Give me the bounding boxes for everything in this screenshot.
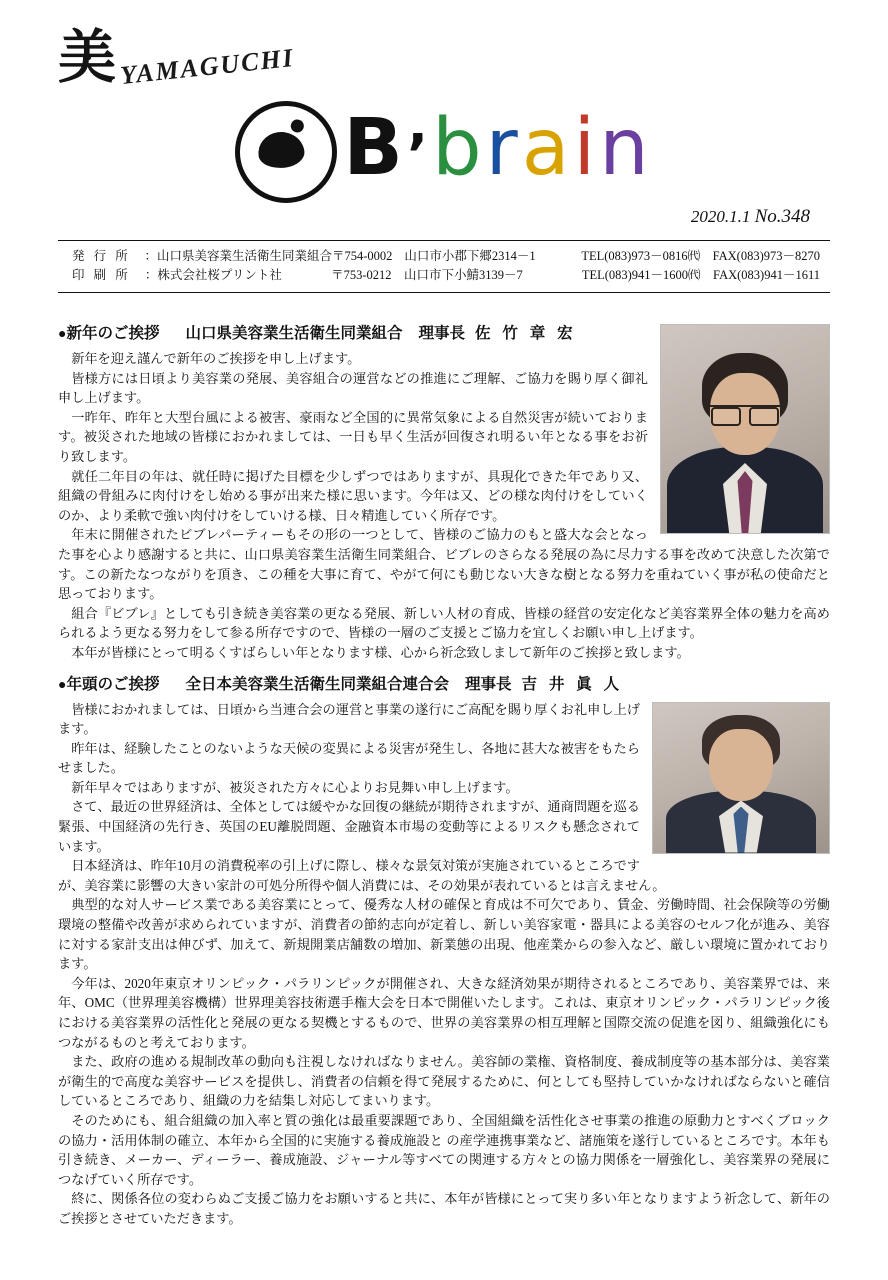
paragraph: 昨年は、経験したことのないような天候の変異による災害が発生し、各地に甚大な被害をもたらせました。 xyxy=(58,740,640,776)
article-person: 吉 井 眞 人 xyxy=(521,675,624,693)
paragraph: 一昨年、昨年と大型台風による被害、豪雨など全国的に異常気象による自然災害が続いております。被災された地域の皆様におかれましては、一日も早く生活が回復され明るい年となる事をお祈り致します。 xyxy=(58,409,648,464)
paragraph: 組合『ビブレ』としても引き続き美容業の更なる発展、新しい人材の育成、皆様の経営の安定化など美容業界全体の魅力を高められるよう更なる努力をして参る所存ですので、皆様の一層のご支援とご協力を宜しくお願い申し上げます。 xyxy=(58,605,830,641)
brand-letter-b: b xyxy=(432,103,486,193)
brand-wordmark xyxy=(343,100,652,204)
brand-letter-apostrophe: ’ xyxy=(406,123,433,188)
publisher-info xyxy=(58,240,830,293)
publisher-contact: TEL(083)973－0816㈹ FAX(083)973－8270 xyxy=(581,249,820,263)
paragraph: 典型的な対人サービス業である美容業にとって、優秀な人材の確保と育成は不可欠であり、賃金、労働時間、社会保険等の労働環境の整備や改善が求められていますが、消費者の節約志向が定着し、新しい美容家電・器具による美容のセルフ化が進み、美容に対する家計支出は伸びず、加えて、新規開業店舗数の増加、新業態の出現、他産業からの参入など、厳しい環境に置かれております。 xyxy=(58,897,830,972)
article-org: 全日本美容業生活衛生同業組合連合会 xyxy=(185,675,449,693)
brand-letter-i: i xyxy=(573,103,600,193)
logo-kanji: 美 xyxy=(58,23,115,91)
paragraph: 日本経済は、昨年10月の消費税率の引上げに際し、様々な景気対策が実施されているところですが、美容業に影響の大きい家計の可処分所得や個人消費には、その効果が表れているとは言えません。 xyxy=(58,858,666,893)
article-title: 年頭のご挨拶 xyxy=(66,675,160,693)
printer-zip: 〒753-0212 xyxy=(331,268,392,282)
printer-address: 山口市下小鯖3139－7 xyxy=(403,268,523,282)
printer-contact: TEL(083)941－1600㈹ FAX(083)941－1611 xyxy=(581,268,820,282)
publisher-row-printer xyxy=(72,266,820,285)
paragraph: 年末に開催されたビブレパーティーもその形の一つとして、皆様のご協力のもと盛大な会となった事を心より感謝すると共に、山口県美容業生活衛生同業組合、ビブレのさらなる発展の為に尽力する事を改めて決意した次第です。この新たなつながりを頂き、この種を大事に育て、やがて何にも動じない大きな樹となる努力を重ねていく事が私の使命だと思っております。 xyxy=(58,527,830,602)
brand-letter-n: n xyxy=(599,103,653,193)
article-person: 佐 竹 章 宏 xyxy=(475,325,577,342)
article-title: 新年のご挨拶 xyxy=(66,325,160,342)
paragraph: 就任二年目の年は、就任時に掲げた目標を少しずつではありますが、具現化できた年であり又、組織の骨組みに肉付けをし始める事が出来た様に思います。今年は又、どの様な肉付けをしていくのか、より柔軟で強い肉付けをしていける様、日々精進していく所存です。 xyxy=(58,468,648,523)
issue-number: No.348 xyxy=(754,206,810,227)
article-new-year-greeting xyxy=(58,322,830,663)
publisher-name: ：山口県美容業生活衛生同業組合 xyxy=(144,249,332,263)
issue-line xyxy=(691,206,810,228)
brand-letter-r: r xyxy=(485,103,522,193)
bullet-icon: ● xyxy=(58,677,67,693)
article-year-opening-greeting xyxy=(58,673,830,1229)
publisher-zip: 〒754-0002 xyxy=(331,249,393,263)
bullet-icon: ● xyxy=(58,327,67,342)
article-role: 理事長 xyxy=(418,325,466,342)
issue-date: 2020.1.1 xyxy=(690,207,751,226)
paragraph: 皆様方には日頃より美容業の発展、美容組合の運営などの推進にご理解、ご協力を賜り厚く御礼申し上げます。 xyxy=(58,370,648,406)
paragraph: また、政府の進める規制改革の動向も注視しなければなりません。美容師の業権、資格制度、養成制度等の基本部分は、美容業が衛生的で高度な美容サービスを提供し、消費者の信頼を得て発展するために、何としても堅持していかなければならないと確信しているところであり、組織の力を結集し対応してまいります。 xyxy=(58,1054,830,1109)
paragraph: 今年は、2020年東京オリンピック・パラリンピックが開催され、大きな経済効果が期待されるところであり、美容業界では、来年、OMC（世界理美容機構）世界理美容技術選手権大会を日本で開催いたします。これは、東京オリンピック・パラリンピック後における美容業界の活性化と発展の更なる契機とするもので、世界の美容業界の相互理解と国際交流の促進を図り、組織強化にもつながるものと考えております。 xyxy=(58,975,830,1050)
article-heading xyxy=(58,673,830,698)
article-org: 山口県美容業生活衛生同業組合 xyxy=(185,325,403,342)
article-content xyxy=(58,322,830,1229)
printer-label: 印 刷 所 xyxy=(72,268,131,282)
organization-logo xyxy=(58,23,296,98)
brand-letter-b-upper: B xyxy=(343,103,407,193)
publisher-address: 山口市小郡下郷2314－1 xyxy=(404,249,536,263)
paragraph: 本年が皆様にとって明るくすばらしい年となります様、心から祈念致しまして新年のご挨拶と致します。 xyxy=(71,644,690,660)
paragraph: 皆様におかれましては、日頃から当連合会の運営と事業の遂行にご高配を賜り厚くお礼申し上げます。 xyxy=(58,701,640,737)
portrait-yoshii xyxy=(652,702,830,854)
brand-title xyxy=(0,100,888,210)
masthead xyxy=(0,0,888,236)
paragraph: 新年を迎え謹んで新年のご挨拶を申し上げます。 xyxy=(71,351,361,366)
paragraph: さて、最近の世界経済は、全体としては緩やかな回復の継続が期待されますが、通商問題を巡る緊張、中国経済の先行き、英国のEU離脱問題、金融資本市場の変動等によるリスクも懸念されています。 xyxy=(58,799,640,854)
logo-romaji: YAMAGUCHI xyxy=(118,42,296,91)
paragraph: 新年早々ではありますが、被災された方々に心よりお見舞い申し上げます。 xyxy=(71,779,519,795)
printer-name: ：株式会社桜プリント社 xyxy=(144,268,282,282)
publisher-row-publication xyxy=(72,247,820,266)
brand-letter-a: a xyxy=(521,103,574,193)
brand-circle-icon xyxy=(235,101,337,203)
publisher-label: 発 行 所 xyxy=(72,249,131,263)
paragraph: 終に、関係各位の変わらぬご支援ご協力をお願いすると共に、本年が皆様にとって実り多い年となりますよう祈念して、新年のご挨拶とさせていただきます。 xyxy=(58,1191,830,1226)
portrait-satake xyxy=(660,324,830,534)
paragraph: そのためにも、組合組織の加入率と質の強化は最重要課題であり、全国組織を活性化させ事業の推進の原動力とすべくブロックの協力・活用体制の確立、本年から全国的に実施する養成施設と の産学連携事業など、諸施策を遂行しているところです。本年も引き続き、メーカー、ディーラー、養成施設、ジャーナル等すべての関連する方々との協力関係を一層強化し、美容業界の発展につなげていく所存です。 xyxy=(58,1112,830,1187)
article-role: 理事長 xyxy=(465,675,512,693)
